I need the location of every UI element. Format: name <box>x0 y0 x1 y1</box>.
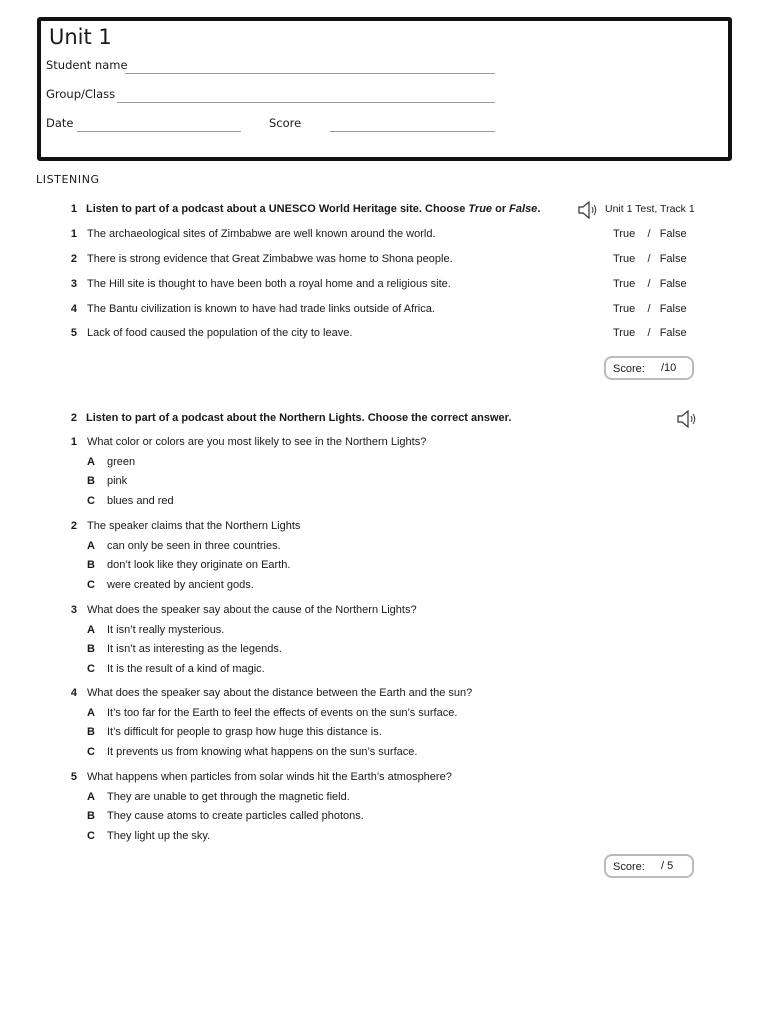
option-text[interactable]: They cause atoms to create particles called photons. <box>107 810 364 822</box>
true-false-choice <box>613 228 687 240</box>
separator: / <box>647 327 651 339</box>
exercise1-score-box <box>604 356 694 380</box>
question-text: What does the speaker say about the cause of the Northern Lights? <box>87 604 417 616</box>
option-letter[interactable]: B <box>87 810 95 822</box>
student-name-field[interactable] <box>125 73 495 74</box>
option-text[interactable]: were created by ancient gods. <box>107 579 254 591</box>
instruction-false: False <box>509 203 538 215</box>
student-info-box <box>37 17 732 161</box>
false-option[interactable]: False <box>659 303 687 315</box>
question-number: 4 <box>70 687 77 699</box>
option-text[interactable]: It prevents us from knowing what happens on the sun’s surface. <box>107 746 418 758</box>
false-option[interactable]: False <box>659 327 687 339</box>
item-number: 2 <box>70 253 77 265</box>
item-statement: There is strong evidence that Great Zimbabwe was home to Shona people. <box>87 253 453 265</box>
true-option[interactable]: True <box>613 303 636 315</box>
option-text[interactable]: It isn’t as interesting as the legends. <box>107 643 282 655</box>
separator: / <box>647 303 651 315</box>
score-label: Score <box>269 116 302 130</box>
option-text[interactable]: They are unable to get through the magnetic field. <box>107 791 350 803</box>
option-text[interactable]: blues and red <box>107 495 174 507</box>
question-number: 2 <box>70 520 77 532</box>
instruction-true: True <box>468 203 493 215</box>
question-number: 3 <box>70 604 77 616</box>
false-option[interactable]: False <box>659 278 687 290</box>
question-text: The speaker claims that the Northern Lights <box>87 520 301 532</box>
group-class-field[interactable] <box>117 102 495 103</box>
item-number: 4 <box>70 303 77 315</box>
question-number: 1 <box>70 436 77 448</box>
exercise1-number: 1 <box>70 203 77 215</box>
option-letter[interactable]: C <box>87 746 95 758</box>
instruction-or: or <box>492 203 510 215</box>
question-text: What happens when particles from solar winds hit the Earth’s atmosphere? <box>87 771 452 783</box>
option-letter[interactable]: A <box>87 707 95 719</box>
question-number: 5 <box>70 771 77 783</box>
false-option[interactable]: False <box>659 253 687 265</box>
item-statement: The Hill site is thought to have been both a royal home and a religious site. <box>87 278 451 290</box>
option-letter[interactable]: B <box>87 726 95 738</box>
item-number: 5 <box>70 327 77 339</box>
option-letter[interactable]: B <box>87 643 95 655</box>
audio-speaker-icon[interactable] <box>677 410 699 428</box>
item-number: 1 <box>70 228 77 240</box>
true-false-choice <box>613 278 687 290</box>
option-letter[interactable]: C <box>87 830 95 842</box>
option-letter[interactable]: C <box>87 579 95 591</box>
option-letter[interactable]: B <box>87 559 95 571</box>
instruction-end: . <box>537 203 541 215</box>
exercise2-number: 2 <box>70 412 77 424</box>
true-false-choice <box>613 327 687 339</box>
unit-title: Unit 1 <box>49 25 112 49</box>
section-heading: LISTENING <box>36 173 100 186</box>
true-option[interactable]: True <box>613 278 636 290</box>
true-false-choice <box>613 253 687 265</box>
option-text[interactable]: don’t look like they originate on Earth. <box>107 559 291 571</box>
date-field[interactable] <box>77 131 241 132</box>
student-name-label: Student name <box>46 58 128 72</box>
track-label: Unit 1 Test, Track 1 <box>605 203 695 215</box>
exercise1-instruction <box>86 203 540 215</box>
true-false-choice <box>613 303 687 315</box>
option-letter[interactable]: C <box>87 495 95 507</box>
option-text[interactable]: can only be seen in three countries. <box>107 540 281 552</box>
instruction-text: Listen to part of a podcast about a UNESCO World Heritage site. Choose <box>86 203 469 215</box>
score-box-total: /10 <box>661 362 677 374</box>
item-statement: The archaeological sites of Zimbabwe are well known around the world. <box>87 228 436 240</box>
true-option[interactable]: True <box>613 228 636 240</box>
item-number: 3 <box>70 278 77 290</box>
option-text[interactable]: It’s difficult for people to grasp how huge this distance is. <box>107 726 382 738</box>
false-option[interactable]: False <box>659 228 687 240</box>
exercise2-score-box <box>604 854 694 878</box>
score-box-label: Score: <box>613 363 645 375</box>
question-text: What color or colors are you most likely to see in the Northern Lights? <box>87 436 427 448</box>
option-letter[interactable]: A <box>87 624 95 636</box>
audio-speaker-icon[interactable] <box>578 201 600 219</box>
option-text[interactable]: green <box>107 456 136 468</box>
separator: / <box>647 253 651 265</box>
option-letter[interactable]: B <box>87 475 95 487</box>
true-option[interactable]: True <box>613 327 636 339</box>
option-text[interactable]: pink <box>107 475 128 487</box>
option-letter[interactable]: A <box>87 456 95 468</box>
score-field[interactable] <box>330 131 495 132</box>
true-option[interactable]: True <box>613 253 636 265</box>
item-statement: The Bantu civilization is known to have had trade links outside of Africa. <box>87 303 435 315</box>
question-text: What does the speaker say about the distance between the Earth and the sun? <box>87 687 473 699</box>
date-label: Date <box>46 116 74 130</box>
option-text[interactable]: It isn’t really mysterious. <box>107 624 225 636</box>
option-letter[interactable]: A <box>87 791 95 803</box>
option-text[interactable]: It is the result of a kind of magic. <box>107 663 265 675</box>
option-letter[interactable]: C <box>87 663 95 675</box>
option-letter[interactable]: A <box>87 540 95 552</box>
option-text[interactable]: They light up the sky. <box>107 830 211 842</box>
separator: / <box>647 228 651 240</box>
option-text[interactable]: It’s too far for the Earth to feel the effects of events on the sun’s surface. <box>107 707 458 719</box>
item-statement: Lack of food caused the population of the city to leave. <box>87 327 353 339</box>
separator: / <box>647 278 651 290</box>
score-box-label: Score: <box>613 861 645 873</box>
score-box-total: / 5 <box>661 860 674 872</box>
exercise2-instruction: Listen to part of a podcast about the Northern Lights. Choose the correct answer. <box>86 412 512 424</box>
group-class-label: Group/Class <box>46 87 116 101</box>
